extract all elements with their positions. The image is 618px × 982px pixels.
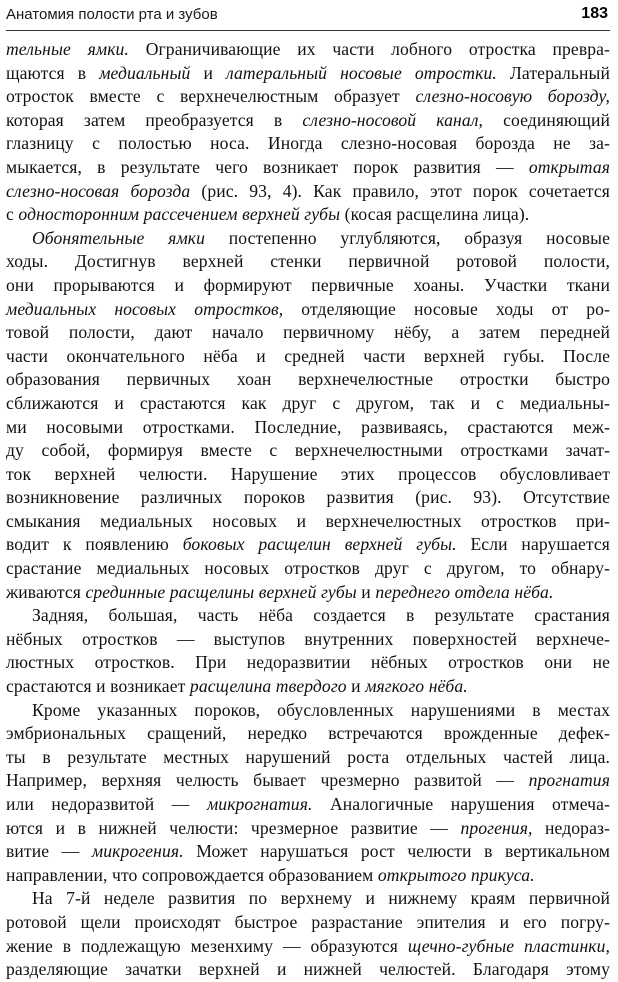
italic-term: тельные ямки. (6, 39, 129, 59)
text-line (6, 38, 610, 62)
text-line (6, 62, 610, 86)
text-line (6, 769, 610, 793)
text-line (6, 510, 610, 534)
text-run: Если нарушается (456, 534, 610, 555)
text-run: отросток вместе с верхнечелюстным образует (6, 86, 416, 107)
text-line (6, 628, 610, 652)
italic-term: прогения, (460, 817, 533, 838)
text-run: недораз- (532, 817, 610, 838)
text-run: нёбных отростков — выступов внутренних поверхностей верхнече- (6, 628, 610, 649)
text-run: они прорываются и формируют первичные хоаны. Участки ткани (6, 274, 610, 295)
text-line (6, 840, 610, 864)
text-line (6, 864, 610, 888)
text-run: (косая расщелина лица). (340, 204, 530, 225)
text-run: срастание медиальных носовых отростков друг с другом, то обнару- (6, 558, 610, 579)
text-line (6, 392, 610, 416)
text-run: мыкается, в результате чего возникает порок развития — (6, 156, 529, 177)
text-run: срастаются и возникает (6, 676, 190, 697)
text-run: На 7-й неделе развития по верхнему и нижнему краям первичной (32, 888, 610, 909)
text-line (6, 557, 610, 581)
text-run: водит к появлению (6, 534, 183, 555)
text-run: (рис. 93, 4). Как правило, этот порок сочетается (190, 180, 610, 201)
text-line (6, 250, 610, 274)
text-line (6, 156, 610, 180)
text-line (6, 675, 610, 699)
text-line (6, 439, 610, 463)
italic-term: слезно-носовой канал, (302, 109, 484, 130)
text-line (6, 581, 610, 605)
text-run: жение в подлежащую мезенхиму — образуются (6, 935, 408, 956)
text-run: Аналогичные нарушения отмеча- (312, 794, 610, 814)
text-run: ходы. Достигнув верхней стенки первичной ротовой полости, (6, 251, 610, 272)
text-run: сближаются и срастаются как друг с другом, так и с медиальны- (6, 392, 610, 413)
text-run: с (6, 204, 19, 225)
text-line (6, 274, 610, 298)
italic-term: прогнатия (528, 770, 610, 791)
text-line (6, 345, 610, 369)
text-run: и (346, 676, 366, 697)
text-line (6, 109, 610, 133)
text-run: живаются (6, 581, 86, 602)
italic-term: односторонним рассечением верхней губы (18, 204, 341, 225)
italic-term: переднего отдела нёба. (375, 581, 554, 602)
text-line (6, 486, 610, 510)
italic-term: срединные расщелины верхней губы (85, 581, 357, 602)
text-run: люстных отростков. При недоразвитии нёбных отростков они не (6, 652, 610, 673)
text-run: и (190, 62, 227, 83)
text-run: ми носовыми отростками. Последние, развиваясь, срастаются меж- (6, 416, 610, 437)
italic-term: боковых расщелин верхней губы. (182, 534, 457, 555)
text-run: Задняя, большая, часть нёба создается в результате срастания (32, 605, 610, 626)
text-run: образования первичных хоан верхнечелюстные отростки быстро (6, 369, 610, 390)
text-run: ду собой, формируя вместе с верхнечелюстными отростками зачат- (6, 440, 610, 461)
text-run: или недоразвитой — (6, 794, 207, 814)
text-line (6, 132, 610, 156)
text-run: Ограничивающие их части лобного отростка превра- (128, 39, 610, 59)
italic-term: латеральный носовые отростки. (226, 62, 497, 83)
text-run: ются и в нижней челюсти: чрезмерное развитие — (6, 817, 461, 838)
text-line (6, 298, 610, 322)
text-run: которая затем преобразуется в (6, 109, 303, 130)
text-run: Латеральный (496, 62, 610, 83)
italic-term: щечно-губные пластинки, (407, 935, 610, 956)
text-run: возникновение различных пороков развития (рис. 93). Отсутствие (6, 487, 610, 508)
text-line (6, 203, 610, 227)
text-run: щаются в (6, 62, 100, 83)
text-run: части окончательного нёба и средней части верхней губы. После (6, 345, 610, 366)
text-run: постепенно углубляются, образуя носовые (205, 227, 611, 248)
text-line (6, 533, 610, 557)
text-line (6, 911, 610, 935)
text-line (6, 463, 610, 487)
chapter-title: Анатомия полости рта и зубов (6, 6, 218, 23)
page-number: 183 (581, 5, 608, 22)
text-run: витие — (6, 841, 92, 862)
text-run: направлении, что сопровождается образованием (6, 864, 378, 885)
text-line (6, 746, 610, 770)
text-line (6, 887, 610, 911)
text-run: соединяющий (483, 109, 610, 130)
text-line (6, 722, 610, 746)
body-text (6, 38, 610, 982)
text-line (6, 651, 610, 675)
text-run: и (356, 581, 376, 602)
text-run: эмбриональных сращений, нередко встречаются врожденные дефек- (6, 723, 610, 744)
text-line (6, 935, 610, 959)
italic-term: медиальных носовых отростков, (6, 298, 284, 319)
text-run: ротовой щели происходят быстрое разрастание эпителия и его погру- (6, 911, 610, 932)
italic-term: Обонятельные ямки (32, 227, 206, 248)
italic-term: слезно-носовая борозда (6, 180, 191, 201)
text-line (6, 604, 610, 628)
text-line (6, 958, 610, 982)
text-run: ток верхней челюсти. Нарушение этих процессов обусловливает (6, 463, 610, 484)
text-line (6, 793, 610, 817)
running-header (6, 4, 610, 30)
text-line (6, 321, 610, 345)
text-line (6, 699, 610, 723)
italic-term: микрогнатия. (206, 794, 313, 814)
italic-term: слезно-носовую борозду, (415, 86, 610, 107)
text-line (6, 85, 610, 109)
text-line (6, 817, 610, 841)
text-run: смыкания медиальных носовых и верхнечелюстных отростков при- (6, 510, 610, 531)
text-run: отделяющие носовые ходы от ро- (283, 298, 610, 319)
italic-term: микрогения. (91, 841, 184, 862)
text-run: разделяющие зачатки верхней и нижней челюстей. Благодаря этому (6, 959, 610, 980)
text-run: Например, верхняя челюсть бывает чрезмерно развитой — (6, 770, 529, 791)
text-run: товой полости, дают начало первичному нёбу, а затем передней (6, 322, 610, 343)
text-line (6, 368, 610, 392)
italic-term: мягкого нёба. (365, 676, 468, 697)
text-run: Кроме указанных пороков, обусловленных нарушениями в местах (32, 699, 610, 720)
text-line (6, 180, 610, 204)
italic-term: открытая (528, 156, 610, 177)
text-run: глазницу с полостью носа. Иногда слезно-носовая борозда не за- (6, 133, 610, 154)
text-line (6, 227, 610, 251)
text-line (6, 416, 610, 440)
italic-term: медиальный (99, 62, 191, 83)
italic-term: открытого прикуса. (377, 864, 535, 885)
text-run: ты в результате местных нарушений роста отдельных частей лица. (6, 746, 610, 767)
italic-term: расщелина твердого (189, 676, 347, 697)
text-run: Может нарушаться рост челюсти в вертикальном (183, 841, 610, 862)
header-divider (6, 30, 610, 31)
